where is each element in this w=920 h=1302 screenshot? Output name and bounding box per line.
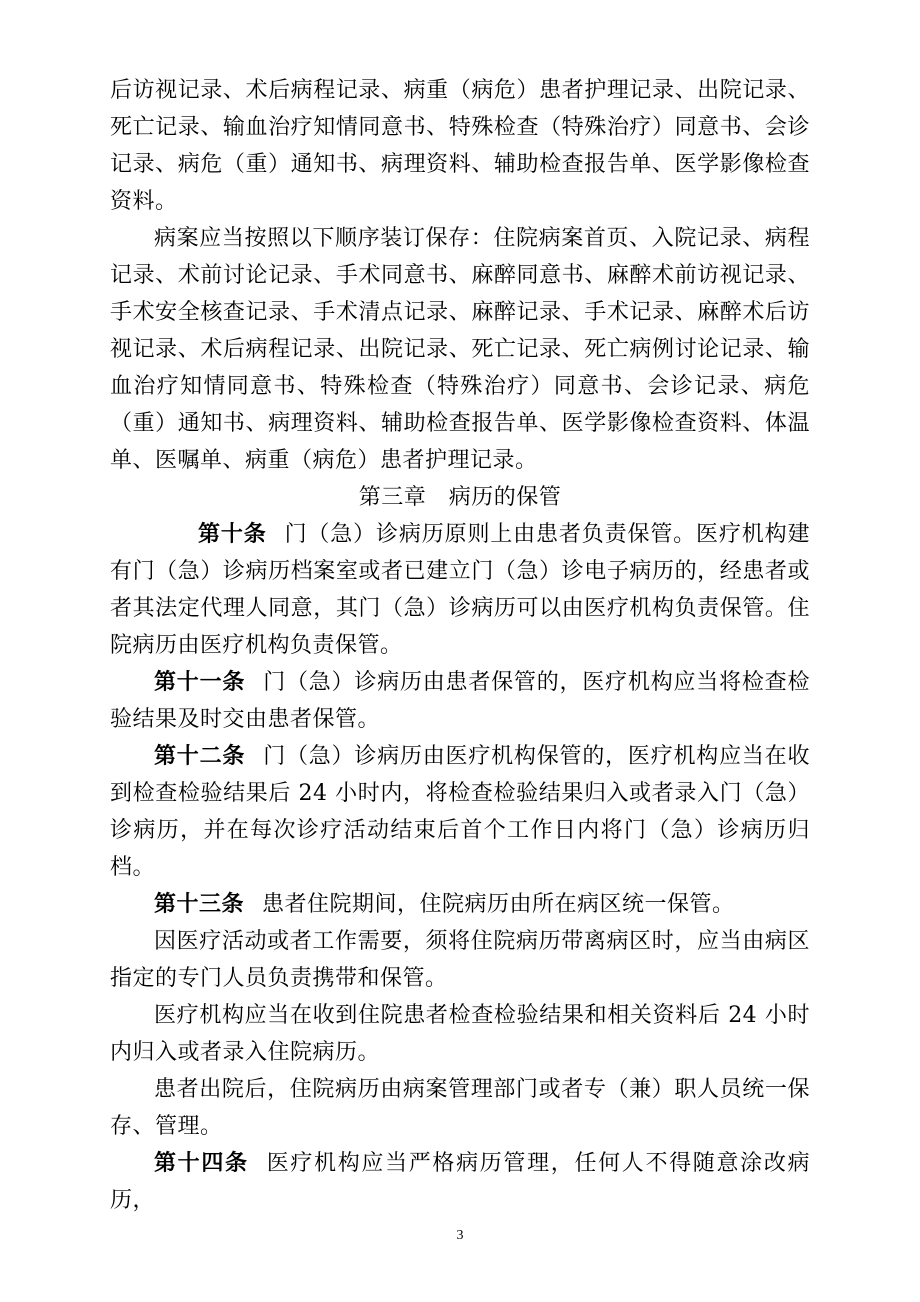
document-page [110,72,810,1222]
page-number: 3 [456,1228,464,1243]
article-13-text: 患者住院期间，住院病历由所在病区统一保管。 [262,892,735,917]
article-13-title: 第十三条 [154,891,245,917]
article-14 [110,1145,810,1219]
article-14-title: 第十四条 [154,1150,249,1176]
article-12-title: 第十二条 [154,743,246,769]
article-12-text: 门（急）诊病历由医疗机构保管的，医疗机构应当在收到检查检验结果后 24 小时内，将检查检验结果归入或者录入门（急）诊病历，并在每次诊疗活动结束后首个工作日内将门（急）诊病历归档。 [110,744,810,880]
chapter-heading: 第三章 病历的保管 [358,485,562,510]
article-11-title: 第十一条 [154,669,246,695]
paragraph-24-hours: 医疗机构应当在收到住院患者检查检验结果和相关资料后 24 小时内归入或者录入住院病历。 [110,1003,810,1065]
article-10-title: 第十条 [198,521,267,547]
article-11-text: 门（急）诊病历由患者保管的，医疗机构应当将检查检验结果及时交由患者保管。 [110,670,810,732]
article-14-text: 医疗机构应当严格病历管理，任何人不得随意涂改病历， [110,1151,810,1213]
article-12 [110,738,810,886]
article-13 [110,886,810,923]
article-10-text: 门（急）诊病历原则上由患者负责保管。医疗机构建有门（急）诊病历档案室或者已建立门（急）诊电子病历的，经患者或者其法定代理人同意，其门（急）诊病历可以由医疗机构负责保管。住院病历由医疗机构负责保管。 [110,522,810,658]
article-10 [110,516,810,664]
paragraph-after-discharge: 患者出院后，住院病历由病案管理部门或者专（兼）职人员统一保存、管理。 [110,1077,810,1139]
paragraph-take-out-of-ward: 因医疗活动或者工作需要，须将住院病历带离病区时，应当由病区指定的专门人员负责携带和保管。 [110,929,810,991]
paragraph-continuation: 后访视记录、术后病程记录、病重（病危）患者护理记录、出院记录、死亡记录、输血治疗知情同意书、特殊检查（特殊治疗）同意书、会诊记录、病危（重）通知书、病理资料、辅助检查报告单、医学影像检查资料。 [110,78,810,214]
paragraph-binding-order: 病案应当按照以下顺序装订保存：住院病案首页、入院记录、病程记录、术前讨论记录、手术同意书、麻醉同意书、麻醉术前访视记录、手术安全核查记录、手术清点记录、麻醉记录、手术记录、麻醉术后访视记录、术后病程记录、出院记录、死亡记录、死亡病例讨论记录、输血治疗知情同意书、特殊检查（特殊治疗）同意书、会诊记录、病危（重）通知书、病理资料、辅助检查报告单、医学影像检查资料、体温单、医嘱单、病重（病危）患者护理记录。 [110,226,810,473]
article-11 [110,664,810,738]
